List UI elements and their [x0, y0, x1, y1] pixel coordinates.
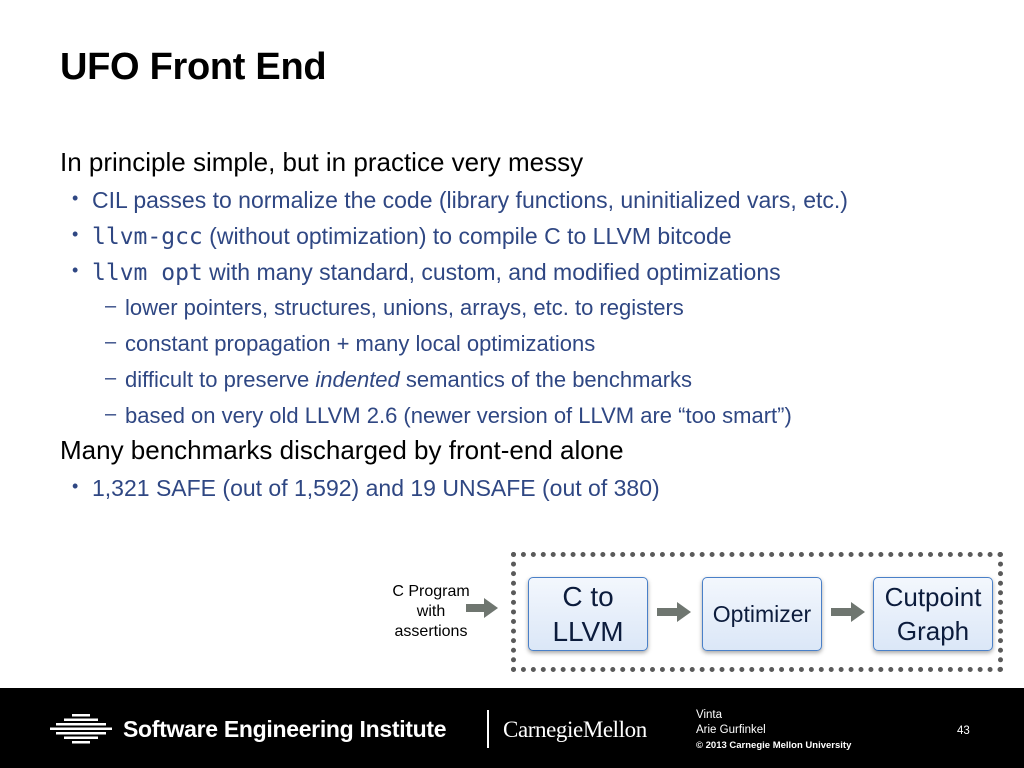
arrow-right-icon: [829, 600, 867, 624]
bullet-icon: •: [72, 476, 79, 496]
code-llvm-opt: llvm opt: [92, 260, 203, 286]
optimizer-box: Optimizer: [702, 577, 822, 651]
footer-divider: [487, 710, 489, 748]
dash-icon: –: [105, 331, 117, 353]
cmu-wordmark: CarnegieMellon: [503, 717, 647, 742]
c-to-llvm-box: C to LLVM: [528, 577, 648, 651]
bullet-icon: •: [72, 224, 79, 244]
page-number: 43: [957, 725, 970, 737]
sei-logo-icon: [50, 712, 112, 748]
slide-body: [60, 144, 1000, 504]
arrow-right-icon: [655, 600, 693, 624]
cutpoint-graph-box: Cutpoint Graph: [873, 577, 993, 651]
bullet-icon: •: [72, 188, 79, 208]
bullet-llvm-opt: • llvm opt with many standard, custom, and modified optimizations: [72, 252, 1000, 288]
sub-bullet-lower-pointers: – lower pointers, structures, unions, arrays, etc. to registers: [105, 288, 1000, 324]
dash-icon: –: [105, 403, 117, 425]
bullet-llvm-gcc: • llvm-gcc (without optimization) to compile C to LLVM bitcode: [72, 216, 1000, 252]
sub-bullet-old-llvm: – based on very old LLVM 2.6 (newer version of LLVM are “too smart”): [105, 396, 1000, 432]
bullet-icon: •: [72, 260, 79, 280]
footer-copyright: © 2013 Carnegie Mellon University: [696, 740, 852, 751]
code-llvm-gcc: llvm-gcc: [92, 224, 203, 250]
footer-bar: [0, 688, 1024, 768]
dash-icon: –: [105, 295, 117, 317]
footer-topic: Vinta: [696, 709, 723, 721]
footer-info: [696, 708, 851, 753]
input-label: C Program with assertions: [392, 583, 470, 640]
sei-wordmark: Software Engineering Institute: [123, 716, 447, 742]
point-1: In principle simple, but in practice very messy: [60, 147, 584, 177]
dash-icon: –: [105, 367, 117, 389]
slide-title: UFO Front End: [60, 46, 327, 88]
bullet-cil: • CIL passes to normalize the code (library functions, uninitialized vars, etc.): [72, 180, 1000, 216]
bullet-results: • 1,321 SAFE (out of 1,592) and 19 UNSAFE (out of 380): [72, 468, 1000, 504]
point-2: Many benchmarks discharged by front-end alone: [60, 435, 624, 465]
sub-bullet-preserve-semantics: – difficult to preserve indented semantics of the benchmarks: [105, 360, 1000, 396]
footer-author: Arie Gurfinkel: [696, 724, 766, 736]
sub-bullet-constant-propagation: – constant propagation + many local optimizations: [105, 324, 1000, 360]
arrow-right-icon: [464, 596, 500, 620]
